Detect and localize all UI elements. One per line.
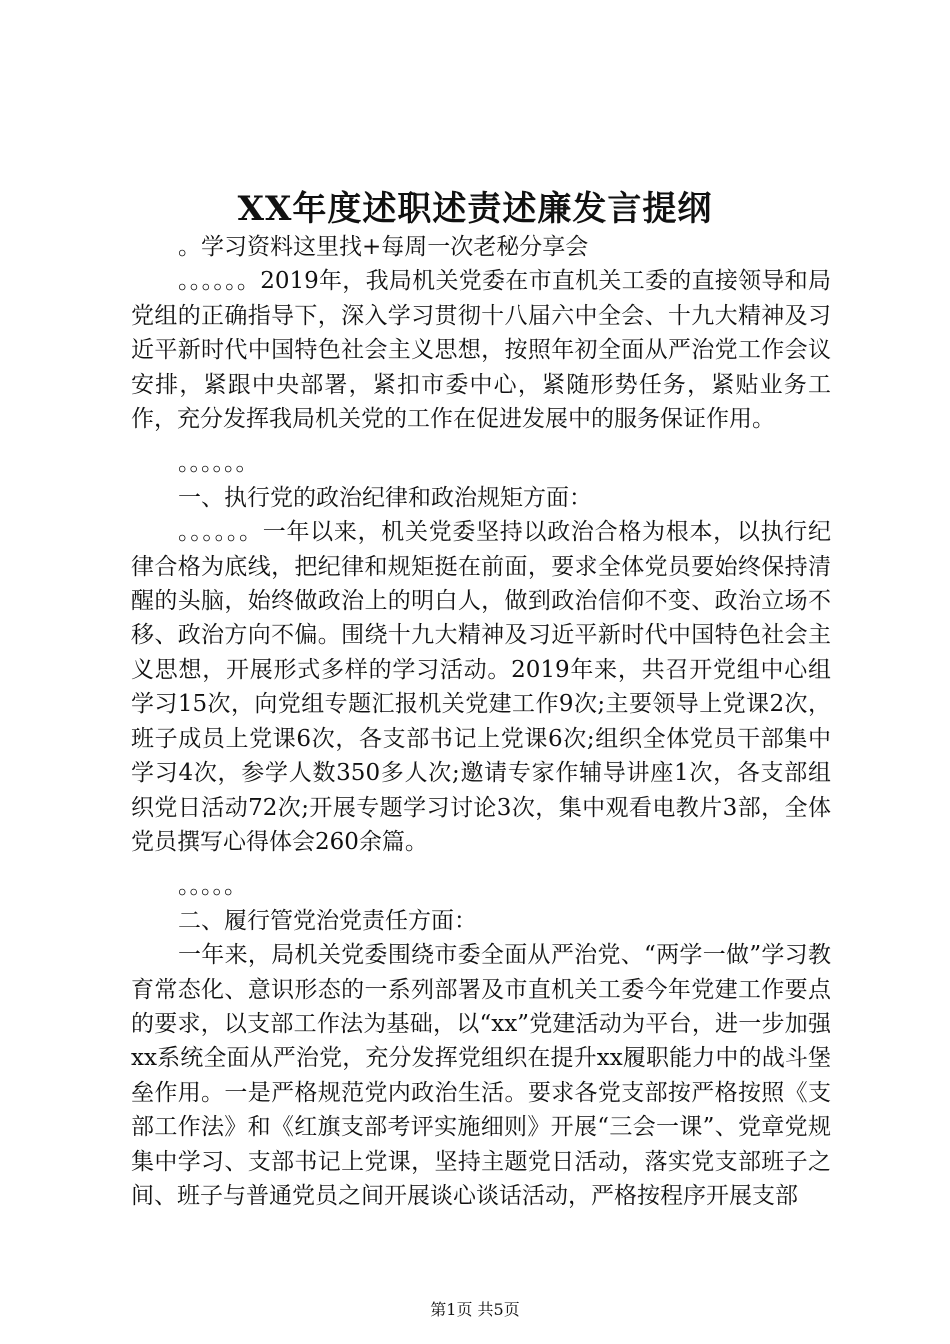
dots-line-1: 。。。。。。 — [178, 450, 259, 477]
dots-line-2: 。。。。。 — [178, 873, 247, 900]
document-title: XX年度述职述责述廉发言提纲 — [237, 189, 713, 229]
section-heading-1: 一、执行党的政治纪律和政治规矩方面： — [178, 484, 592, 511]
intro-line: 。学习资料这里找+每周一次老秘分享会 — [178, 234, 589, 260]
paragraph-1: 。。。。。。2019年，我局机关党委在市直机关工委的直接领导和局党组的正确指导下，深入学习贯彻十八届六中全会、十九大精神及习近平新时代中国特色社会主义思想，按照年初全面从严治党工作会议安排，紧跟中央部署，紧扣市委中心，紧随形势任务，紧贴业务工作，充分发挥我局机关党的工作在促进发展中的服务保证作用。 — [131, 268, 831, 433]
paragraph-gap — [131, 859, 831, 869]
page-footer: 第1页 共5页 — [430, 1300, 520, 1319]
paragraph-3: 一年来，局机关党委围绕市委全面从严治党、“两学一做”学习教育常态化、意识形态的一系列部署及市直机关工委今年党建工作要点的要求，以支部工作法为基础，以“xx”党建活动为平台，进一步加强xx系统全面从严治党，充分发挥党组织在提升xx履职能力中的战斗堡垒作用。一是严格规范党内政治生活。要求各党支部按严格按照《支部工作法》和《红旗支部考评实施细则》开展“三会一课”、党章党规集中学习、支部书记上党课，坚持主题党日活动，落实党支部班子之间、班子与普通党员之间开展谈心谈话活动，严格按程序开展支部 — [131, 942, 831, 1209]
section-heading-2: 二、履行管党治党责任方面： — [178, 907, 477, 934]
paragraph-gap — [131, 436, 831, 446]
paragraph-2: 。。。。。。一年以来，机关党委坚持以政治合格为根本，以执行纪律合格为底线，把纪律和规矩挺在前面，要求全体党员要始终保持清醒的头脑，始终做政治上的明白人，做到政治信仰不变、政治立场不移、政治方向不偏。围绕十九大精神及习近平新时代中国特色社会主义思想，开展形式多样的学习活动。2019年来，共召开党组中心组学习15次，向党组专题汇报机关党建工作9次;主要领导上党课2次，班子成员上党课6次，各支部书记上党课6次;组织全体党员干部集中学习4次，参学人数350多人次;邀请专家作辅导讲座1次，各支部组织党日活动72次;开展专题学习讨论3次，集中观看电教片3部，全体党员撰写心得体会260余篇。 — [131, 519, 831, 855]
document-body — [131, 230, 831, 1213]
